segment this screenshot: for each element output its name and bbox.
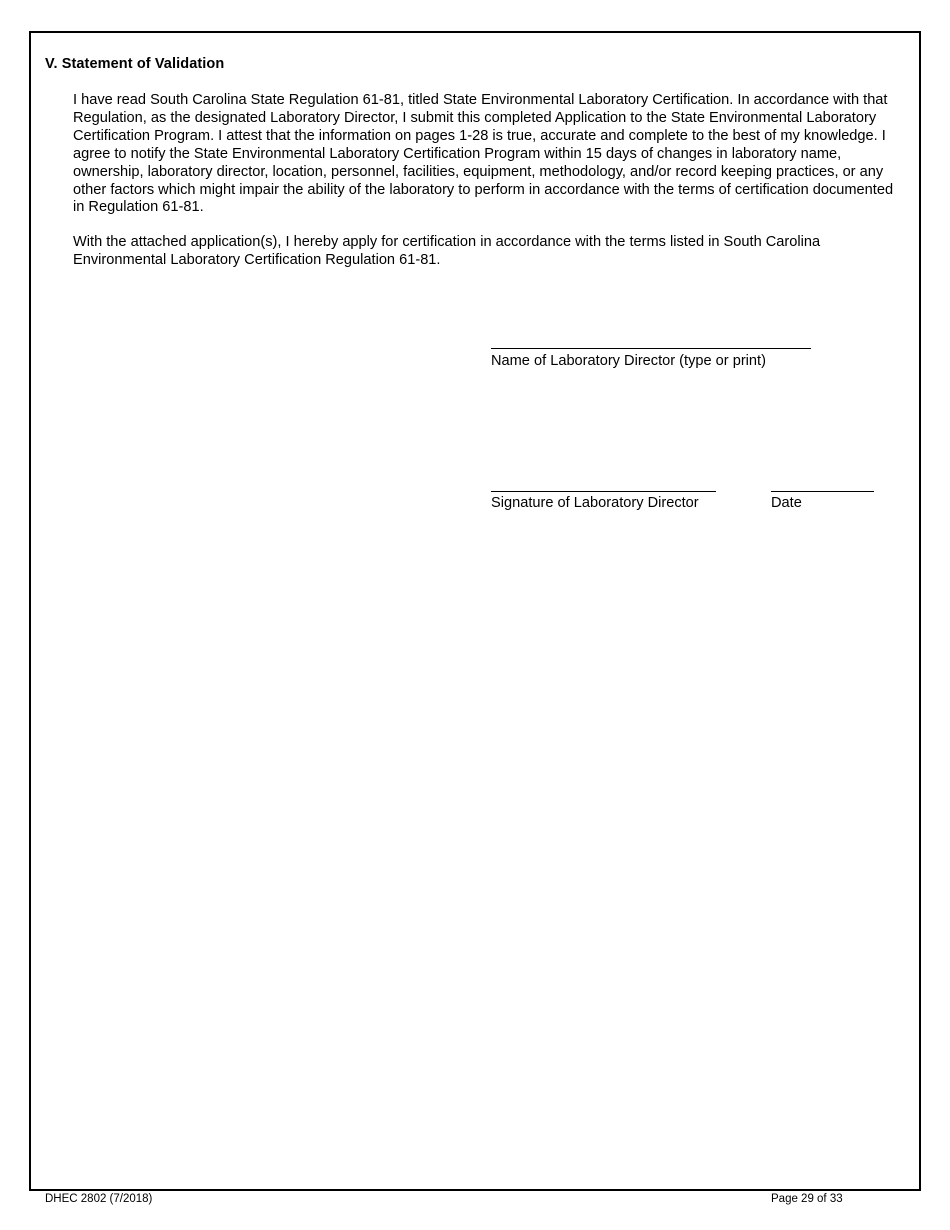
application-statement-paragraph: With the attached application(s), I hereby apply for certification in accordance with the terms listed in South Carolina Environmental Laboratory Certification Regulation 61-81. — [73, 234, 821, 268]
validation-statement-paragraph: I have read South Carolina State Regulation 61-81, titled State Environmental Laboratory Certification. In accordance with that Regulation, as the designated Laboratory Director, I submit this completed Application to the State Environmental Laboratory Certification Program. I attest that the information on pages 1-28 is true, accurate and complete to the best of my knowledge. I agree to notify the State Environmental Laboratory Certification Program within 15 days of changes in laboratory name, ownership, laboratory director, location, personnel, facilities, equipment, methodology, and/or record keeping practices, or any other factors which might impair the ability of the laboratory to perform in accordance with the terms of certification documented in Regulation 61-81. — [73, 92, 894, 216]
director-signature-label: Signature of Laboratory Director — [491, 495, 699, 511]
page-number: Page 29 of 33 — [771, 1193, 843, 1205]
section-heading: V. Statement of Validation — [45, 56, 225, 72]
date-line[interactable] — [771, 491, 874, 492]
director-name-label: Name of Laboratory Director (type or print) — [491, 353, 766, 369]
date-label: Date — [771, 495, 802, 511]
director-name-line[interactable] — [491, 348, 811, 349]
form-identifier: DHEC 2802 (7/2018) — [45, 1193, 153, 1205]
director-signature-line[interactable] — [491, 491, 716, 492]
